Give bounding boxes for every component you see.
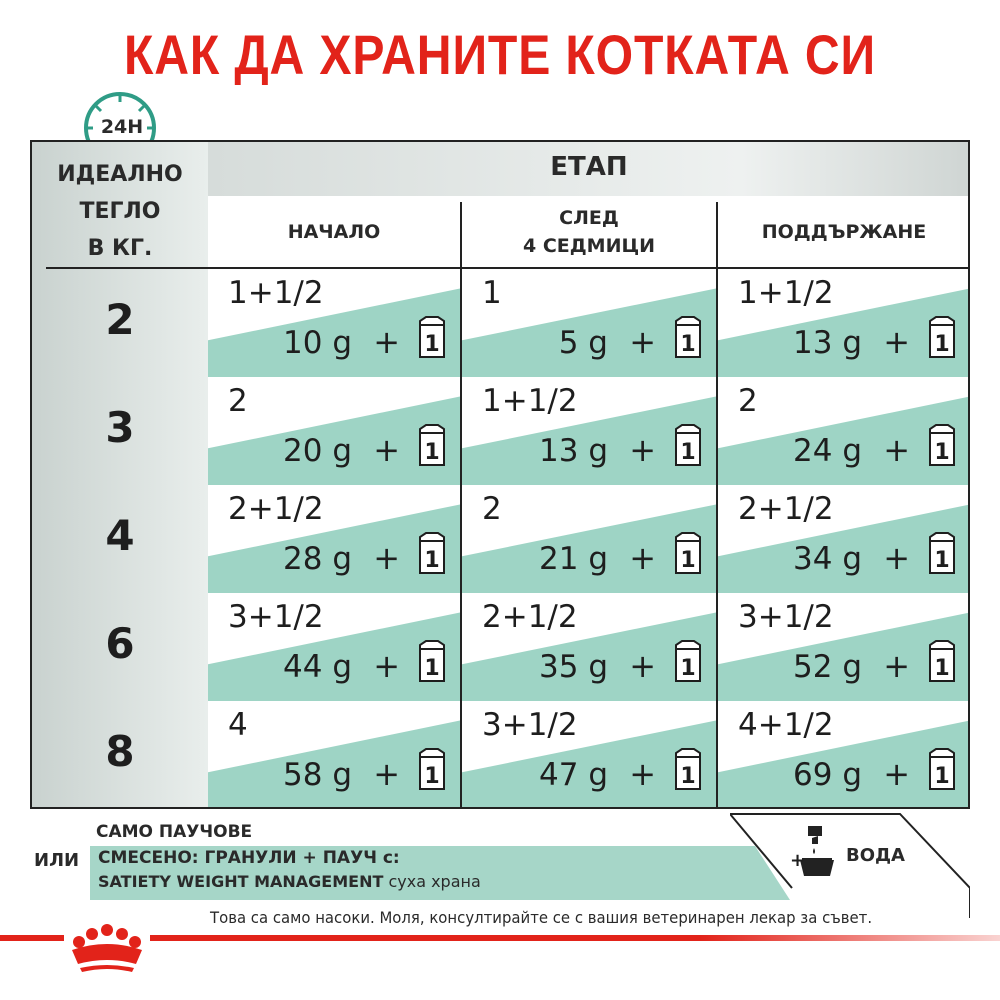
pouch-count: 1 — [424, 332, 440, 357]
pouch-icon — [674, 747, 702, 791]
grams-value: 24 g — [793, 433, 862, 469]
grams-value: 52 g — [793, 649, 862, 685]
portion-value: 4 — [228, 707, 248, 743]
plus-sign: + — [883, 539, 910, 577]
grams-value: 35 g — [539, 649, 608, 685]
pouch-count: 1 — [680, 548, 696, 573]
pouch-icon — [928, 315, 956, 359]
pouch-icon — [928, 423, 956, 467]
legend-mixed-line2: SATIETY WEIGHT MANAGEMENT суха храна — [98, 872, 481, 891]
table-cell — [462, 377, 716, 485]
pouch-icon — [418, 639, 446, 683]
pouch-count: 1 — [424, 440, 440, 465]
pouch-icon — [674, 423, 702, 467]
plus-sign: + — [629, 647, 656, 685]
pouch-icon — [418, 747, 446, 791]
pouch-count: 1 — [424, 548, 440, 573]
weight-value: 2 — [105, 295, 135, 344]
grams-value: 5 g — [558, 325, 608, 361]
column-header-maintenance: ПОДДЪРЖАНЕ — [761, 220, 927, 243]
legend-only-pouches: САМО ПАУЧОВЕ — [96, 822, 253, 842]
pouch-icon — [418, 531, 446, 575]
pouch-icon — [674, 531, 702, 575]
disclaimer: Това са само насоки. Моля, консултирайте се с вашия ветеринарен лекар за съвет. — [210, 908, 873, 927]
portion-value: 1 — [482, 275, 502, 311]
plus-sign: + — [629, 431, 656, 469]
table-cell — [718, 701, 970, 809]
pouch-icon — [928, 639, 956, 683]
table-cell — [462, 485, 716, 593]
pouch-count: 1 — [934, 548, 950, 573]
pouch-count: 1 — [934, 656, 950, 681]
plus-sign: + — [373, 539, 400, 577]
feeding-table — [30, 140, 970, 809]
portion-value: 2+1/2 — [482, 599, 578, 635]
plus-sign: + — [373, 755, 400, 793]
portion-value: 2 — [228, 383, 248, 419]
table-cell — [208, 701, 460, 809]
column-header-after-4-weeks: СЛЕД 4 СЕДМИЦИ — [522, 206, 656, 257]
table-cell — [208, 269, 460, 377]
plus-sign: + — [883, 323, 910, 361]
weight-value: 6 — [105, 619, 135, 668]
grams-value: 21 g — [539, 541, 608, 577]
plus-sign: + — [629, 323, 656, 361]
badge-24h: 24H — [100, 116, 144, 138]
pouch-icon — [418, 315, 446, 359]
pouch-icon — [928, 531, 956, 575]
weight-value: 4 — [105, 511, 135, 560]
pouch-icon — [928, 747, 956, 791]
plus-sign: + — [883, 431, 910, 469]
plus-sign: + — [629, 539, 656, 577]
portion-value: 2+1/2 — [228, 491, 324, 527]
legend — [0, 810, 1000, 920]
table-cell — [208, 485, 460, 593]
table-cell — [718, 593, 970, 701]
grams-value: 13 g — [539, 433, 608, 469]
portion-value: 2 — [738, 383, 758, 419]
grams-value: 44 g — [283, 649, 352, 685]
footer-red-line — [0, 935, 1000, 941]
table-cell — [462, 269, 716, 377]
portion-value: 1+1/2 — [482, 383, 578, 419]
table-cell — [718, 269, 970, 377]
table-cell — [462, 593, 716, 701]
pouch-count: 1 — [934, 332, 950, 357]
legend-water: ВОДА — [846, 845, 905, 866]
bowl-icon — [800, 858, 834, 876]
weight-value: 3 — [105, 403, 135, 452]
portion-value: 3+1/2 — [482, 707, 578, 743]
water-plus: + — [790, 850, 806, 871]
legend-mixed-line1: СМЕСЕНО: ГРАНУЛИ + ПАУЧ с: — [98, 848, 400, 868]
plus-sign: + — [629, 755, 656, 793]
pouch-count: 1 — [934, 764, 950, 789]
pouch-count: 1 — [934, 440, 950, 465]
table-cell — [462, 701, 716, 809]
grams-value: 58 g — [283, 757, 352, 793]
table-cell — [208, 377, 460, 485]
grams-value: 10 g — [283, 325, 352, 361]
grams-value: 69 g — [793, 757, 862, 793]
grams-value: 47 g — [539, 757, 608, 793]
plus-sign: + — [373, 647, 400, 685]
portion-value: 2 — [482, 491, 502, 527]
stage-header: ЕТАП — [550, 152, 628, 182]
pouch-count: 1 — [424, 656, 440, 681]
table-cell — [208, 593, 460, 701]
portion-value: 2+1/2 — [738, 491, 834, 527]
pouch-count: 1 — [680, 332, 696, 357]
pouch-count: 1 — [680, 764, 696, 789]
grams-value: 20 g — [283, 433, 352, 469]
portion-value: 3+1/2 — [228, 599, 324, 635]
crown-logo-icon — [64, 920, 150, 976]
portion-value: 4+1/2 — [738, 707, 834, 743]
plus-sign: + — [373, 431, 400, 469]
pouch-icon — [674, 315, 702, 359]
pouch-count: 1 — [680, 656, 696, 681]
plus-sign: + — [883, 647, 910, 685]
pouch-count: 1 — [680, 440, 696, 465]
grams-value: 34 g — [793, 541, 862, 577]
table-cell — [718, 377, 970, 485]
water-tap-icon — [808, 826, 822, 854]
portion-value: 1+1/2 — [228, 275, 324, 311]
grams-value: 28 g — [283, 541, 352, 577]
portion-value: 1+1/2 — [738, 275, 834, 311]
pouch-icon — [418, 423, 446, 467]
pouch-icon — [674, 639, 702, 683]
page-title: КАК ДА ХРАНИТЕ КОТКАТА СИ — [123, 23, 877, 86]
plus-sign: + — [373, 323, 400, 361]
table-cell — [718, 485, 970, 593]
weight-header: ИДЕАЛНО ТЕГЛО В КГ. — [57, 162, 183, 261]
weight-value: 8 — [105, 727, 135, 776]
column-header-start: НАЧАЛО — [287, 220, 381, 243]
pouch-count: 1 — [424, 764, 440, 789]
legend-or: ИЛИ — [34, 850, 80, 871]
portion-value: 3+1/2 — [738, 599, 834, 635]
plus-sign: + — [883, 755, 910, 793]
grams-value: 13 g — [793, 325, 862, 361]
